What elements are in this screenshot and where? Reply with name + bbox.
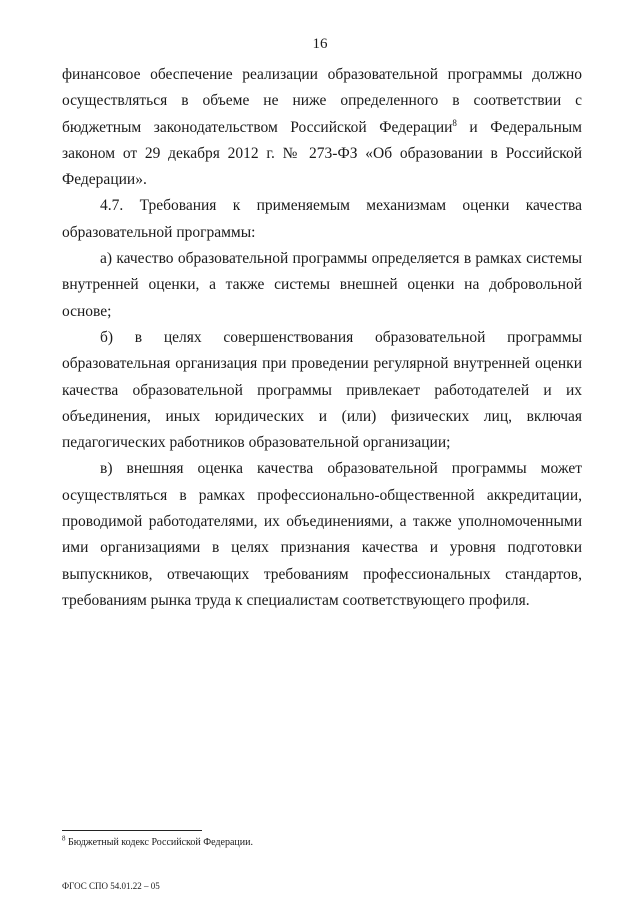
paragraph-item-a: а) качество образовательной программы определяется в рамках системы внутренней оценки, а также системы внешней оценки на добровольной основе; — [62, 250, 582, 320]
paragraph-funding-text: финансовое обеспечение реализации образовательной программы должно осуществляться в объеме не ниже определенного в соответствии с бюджетным законодательством Российской Федерации — [62, 66, 582, 136]
document-body — [62, 62, 582, 614]
footnote-reference: 8 — [452, 117, 457, 128]
paragraph-funding-text-cont: и Федеральным законом от 29 декабря 2012 г. № 273-ФЗ «Об образовании в Российской Федерации». — [62, 118, 582, 189]
footnote — [62, 836, 253, 849]
footnote-marker: 8 — [62, 834, 66, 843]
page-number: 16 — [312, 36, 328, 52]
paragraph-item-b: б) в целях совершенствования образовательной программы образовательная организация при проведении регулярной внутренней оценки качества образовательной программы привлекает работодателей и их объединения, иных юридических и (или) физических лиц, включая педагогических работников образовательной организации; — [62, 328, 582, 452]
footnote-text: Бюджетный кодекс Российской Федерации. — [65, 837, 253, 848]
paragraph-funding — [62, 62, 582, 193]
paragraph-section-4-7: 4.7. Требования к применяемым механизмам оценки качества образовательной программы: — [62, 197, 582, 241]
paragraph-item-c: в) внешняя оценка качества образовательной программы может осуществляться в рамках профессионально-общественной аккредитации, проводимой работодателями, их объединениями, а также уполномоченными ими организациями в целях признания качества и уровня подготовки выпускников, отвечающих требованиям профессиональных стандартов, требованиям рынка труда к специалистам соответствующего профиля. — [62, 460, 582, 609]
footnote-divider — [62, 830, 202, 831]
document-code: ФГОС СПО 54.01.22 – 05 — [62, 881, 160, 891]
